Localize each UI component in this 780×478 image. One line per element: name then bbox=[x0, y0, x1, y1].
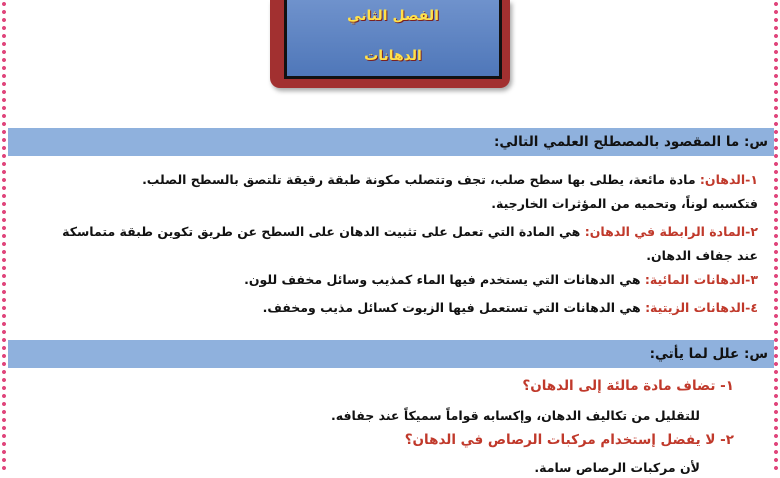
definition-text: هي الدهانات التي تستعمل فيها الزيوت كسائل مذيب ومخفف. bbox=[262, 300, 646, 315]
page-border-dots-right bbox=[772, 0, 780, 470]
reason-answer bbox=[40, 406, 700, 426]
definition-term: الدهان: bbox=[699, 172, 746, 187]
question-bar-reasons: س: علل لما يأتي: bbox=[8, 340, 774, 368]
definition-text: مادة مائعة، يطلى بها سطح صلب، تجف وتتصلب مكونة طبقة رقيقة تلتصق بالسطح الصلب. bbox=[142, 172, 700, 187]
item-number: ٢- bbox=[720, 432, 734, 448]
chapter-title: الفصل الثاني bbox=[347, 8, 439, 24]
definition-line bbox=[40, 298, 758, 318]
question-bar-definitions: س: ما المقصود بالمصطلح العلمي التالي: bbox=[8, 128, 774, 156]
item-number: ٣- bbox=[745, 272, 758, 287]
item-number: ٤- bbox=[745, 300, 758, 315]
definition-line bbox=[40, 170, 758, 190]
definition-line bbox=[40, 194, 758, 214]
chapter-title-panel bbox=[284, 0, 502, 79]
definition-text: عند جفاف الدهان. bbox=[646, 248, 758, 263]
reason-question bbox=[40, 376, 734, 396]
item-number: ١- bbox=[720, 378, 734, 394]
definition-term: الدهانات الزيتية: bbox=[645, 300, 746, 315]
page-border-dots-left bbox=[0, 0, 8, 470]
reason-question-text: تضاف مادة مالئة إلى الدهان؟ bbox=[522, 378, 721, 394]
chapter-subject: الدهانات bbox=[364, 48, 422, 64]
definition-term: الدهانات المائية: bbox=[644, 272, 746, 287]
reason-answer-text: لأن مركبات الرصاص سامة. bbox=[534, 460, 700, 475]
definition-term: المادة الرابطة في الدهان: bbox=[584, 224, 746, 239]
chapter-title-frame bbox=[270, 0, 510, 88]
definition-text: هي المادة التي تعمل على تثبيت الدهان على السطح عن طريق تكوين طبقة متماسكة bbox=[62, 224, 585, 239]
item-number: ٢- bbox=[745, 224, 758, 239]
definition-text: فتكسبه لوناً، وتحميه من المؤثرات الخارجية. bbox=[491, 196, 758, 211]
definition-line bbox=[40, 246, 758, 266]
definition-text: هي الدهانات التي يستخدم فيها الماء كمذيب وسائل مخفف للون. bbox=[244, 272, 645, 287]
reason-question bbox=[40, 430, 734, 450]
reason-answer bbox=[40, 458, 700, 478]
reason-answer-text: للتقليل من تكاليف الدهان، وإكسابه قواماً سميكاً عند جفافه. bbox=[331, 408, 700, 423]
item-number: ١- bbox=[745, 172, 758, 187]
reason-question-text: لا يفضل إستخدام مركبات الرصاص في الدهان؟ bbox=[404, 432, 721, 448]
definition-line bbox=[40, 222, 758, 242]
definition-line bbox=[40, 270, 758, 290]
